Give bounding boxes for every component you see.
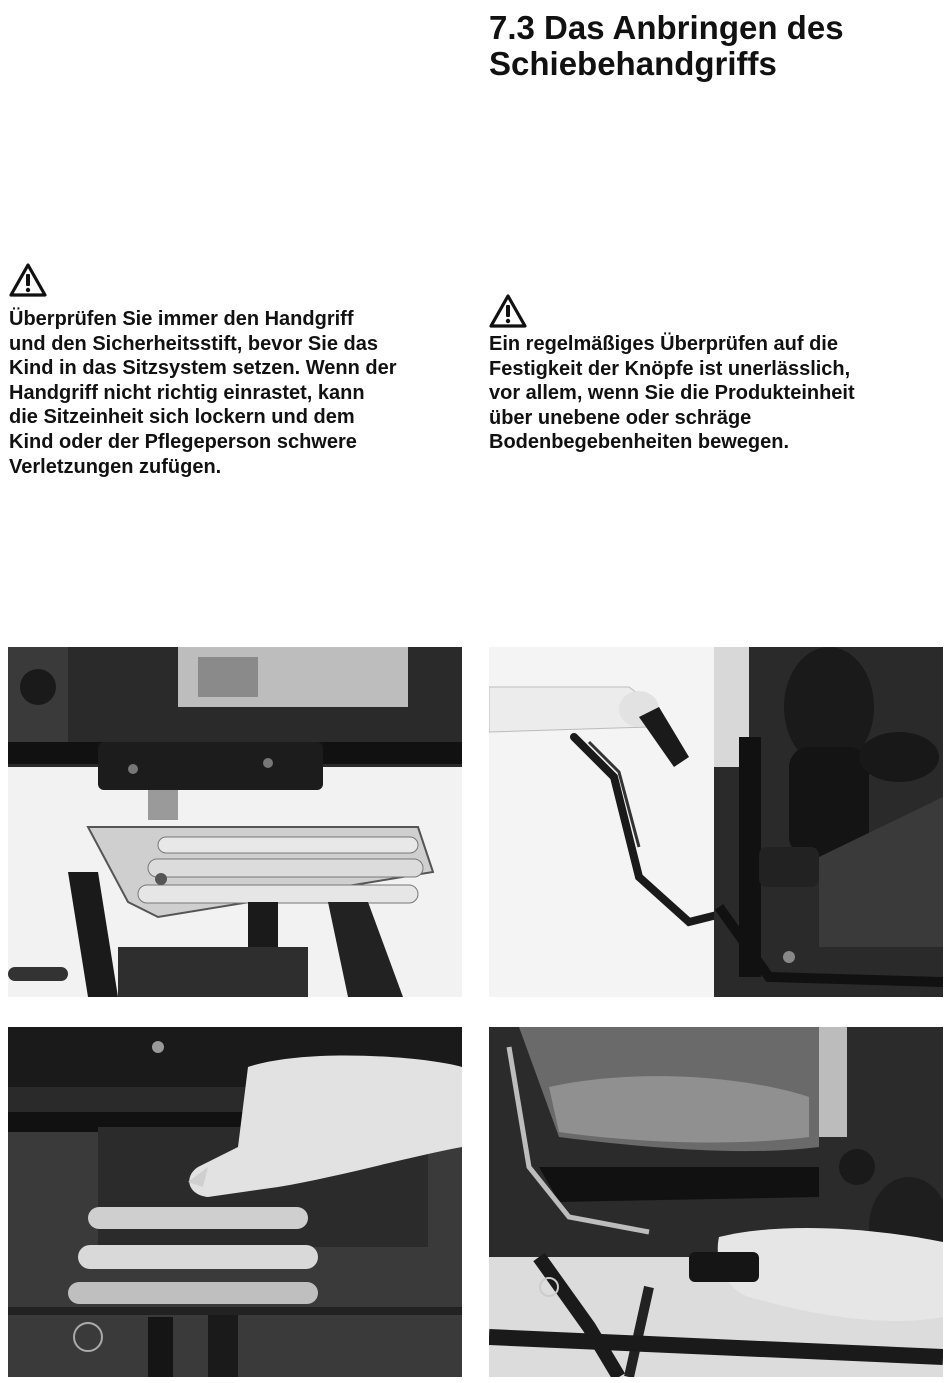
photo-seat-mount-bracket xyxy=(8,647,462,997)
section-title-line-2: Schiebehandgriffs xyxy=(489,45,777,82)
warning-line: Festigkeit der Knöpfe ist unerlässlich, xyxy=(489,357,851,380)
section-title xyxy=(489,10,929,82)
section-title-line-1: 7.3 Das Anbringen des xyxy=(489,9,844,46)
warning-line: Bodenbegebenheiten bewegen. xyxy=(489,431,790,454)
warning-line: Handgriff nicht richtig einrastet, kann xyxy=(9,381,365,404)
warning-triangle-icon xyxy=(9,263,47,297)
warning-line: Kind oder der Pflegeperson schwere xyxy=(9,430,357,453)
photo-hand-tightening-knob xyxy=(489,1027,943,1377)
warning-line: Ein regelmäßiges Überprüfen auf die xyxy=(489,333,838,355)
warning-triangle-icon xyxy=(489,294,527,328)
photo-hand-inserting-bracket xyxy=(8,1027,462,1377)
warning-line: Kind in das Sitzsystem setzen. Wenn der xyxy=(9,357,397,380)
warning-line: und den Sicherheitsstift, bevor Sie das xyxy=(9,332,378,355)
warning-line: Verletzungen zufügen. xyxy=(9,455,222,478)
warning-text-handgriff xyxy=(9,307,397,479)
photo-push-handle-attached xyxy=(489,647,943,997)
warning-text-knoepfe xyxy=(489,332,855,455)
warning-line: Überprüfen Sie immer den Handgriff xyxy=(9,308,354,330)
warning-line: über unebene oder schräge xyxy=(489,406,752,429)
warning-line: vor allem, wenn Sie die Produkteinheit xyxy=(489,382,855,405)
warning-line: die Sitzeinheit sich lockern und dem xyxy=(9,406,355,429)
